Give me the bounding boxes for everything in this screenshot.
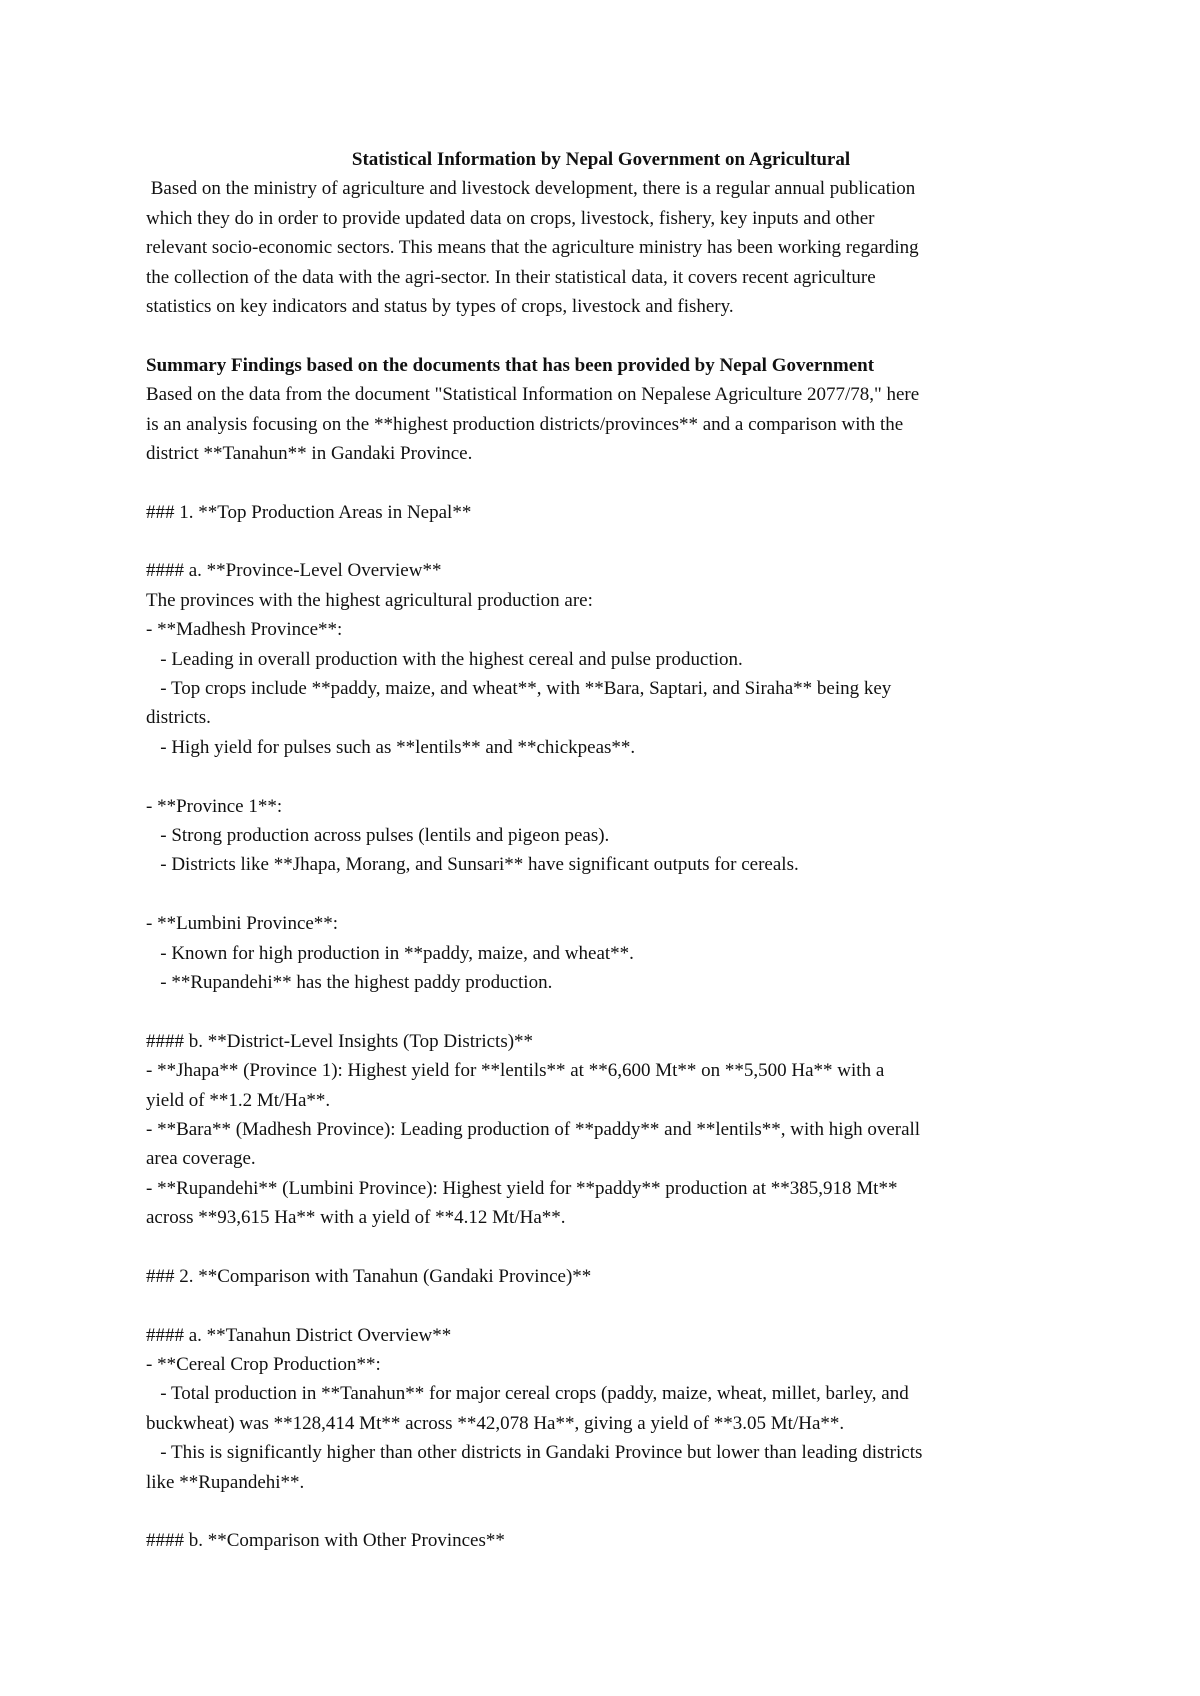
intro-line: Based on the ministry of agriculture and livestock development, there is a regular annual publication — [146, 178, 916, 200]
body-line: The provinces with the highest agricultural production are: — [146, 589, 593, 611]
list-item: - Leading in overall production with the highest cereal and pulse production. — [146, 648, 743, 670]
list-item: - **Rupandehi** (Lumbini Province): Highest yield for **paddy** production at **385,918 Mt** — [146, 1177, 898, 1199]
subsection-heading: #### a. **Tanahun District Overview** — [146, 1324, 452, 1346]
spacer — [146, 880, 1066, 909]
document-body — [146, 145, 1066, 1556]
section-heading: ### 2. **Comparison with Tanahun (Gandaki Province)** — [146, 1265, 592, 1287]
list-item: area coverage. — [146, 1148, 256, 1170]
list-item: - This is significantly higher than other districts in Gandaki Province but lower than leading districts — [146, 1442, 923, 1464]
subsection-heading: #### b. **Comparison with Other Provinces** — [146, 1530, 505, 1552]
spacer — [146, 1497, 1066, 1526]
list-item: - **Province 1**: — [146, 795, 283, 817]
summary-line: is an analysis focusing on the **highest production districts/provinces** and a comparison with the — [146, 413, 904, 435]
list-item: - **Jhapa** (Province 1): Highest yield for **lentils** at **6,600 Mt** on **5,500 Ha** with a — [146, 1060, 885, 1082]
subsection-heading: #### a. **Province-Level Overview** — [146, 560, 442, 582]
summary-heading: Summary Findings based on the documents that has been provided by Nepal Government — [146, 354, 875, 376]
list-item: - **Lumbini Province**: — [146, 913, 339, 935]
document-title: Statistical Information by Nepal Government on Agricultural — [351, 149, 851, 170]
intro-line: the collection of the data with the agri-sector. In their statistical data, it covers recent agriculture — [146, 266, 876, 288]
spacer — [146, 997, 1066, 1026]
spacer — [146, 1291, 1066, 1320]
list-item: - **Madhesh Province**: — [146, 619, 343, 641]
subsection-heading: #### b. **District-Level Insights (Top Districts)** — [146, 1030, 534, 1052]
list-item: yield of **1.2 Mt/Ha**. — [146, 1089, 331, 1111]
list-item: buckwheat) was **128,414 Mt** across **42,078 Ha**, giving a yield of **3.05 Mt/Ha**. — [146, 1412, 845, 1434]
list-item: - Total production in **Tanahun** for major cereal crops (paddy, maize, wheat, millet, barley, and — [146, 1383, 909, 1405]
list-item: - Top crops include **paddy, maize, and wheat**, with **Bara, Saptari, and Siraha** being key — [146, 678, 892, 700]
summary-line: Based on the data from the document "Statistical Information on Nepalese Agriculture 2077/78," here — [146, 384, 920, 406]
intro-line: relevant socio-economic sectors. This means that the agriculture ministry has been working regarding — [146, 237, 919, 259]
list-item: - Known for high production in **paddy, maize, and wheat**. — [146, 942, 634, 964]
spacer — [146, 468, 1066, 497]
spacer — [146, 527, 1066, 556]
section-heading: ### 1. **Top Production Areas in Nepal** — [146, 501, 472, 523]
list-item: like **Rupandehi**. — [146, 1471, 305, 1493]
spacer — [146, 762, 1066, 791]
list-item: - **Rupandehi** has the highest paddy production. — [146, 971, 553, 993]
list-item: districts. — [146, 707, 211, 729]
spacer — [146, 1232, 1066, 1261]
list-item: - **Bara** (Madhesh Province): Leading production of **paddy** and **lentils**, with high overall — [146, 1118, 921, 1140]
list-item: - High yield for pulses such as **lentils** and **chickpeas**. — [146, 736, 636, 758]
intro-line: which they do in order to provide updated data on crops, livestock, fishery, key inputs and other — [146, 207, 875, 229]
list-item: - Strong production across pulses (lentils and pigeon peas). — [146, 824, 610, 846]
list-item: - Districts like **Jhapa, Morang, and Sunsari** have significant outputs for cereals. — [146, 854, 799, 876]
summary-line: district **Tanahun** in Gandaki Province. — [146, 442, 473, 464]
spacer — [146, 321, 1066, 350]
intro-line: statistics on key indicators and status by types of crops, livestock and fishery. — [146, 295, 734, 317]
list-item: - **Cereal Crop Production**: — [146, 1354, 381, 1376]
list-item: across **93,615 Ha** with a yield of **4.12 Mt/Ha**. — [146, 1207, 566, 1229]
